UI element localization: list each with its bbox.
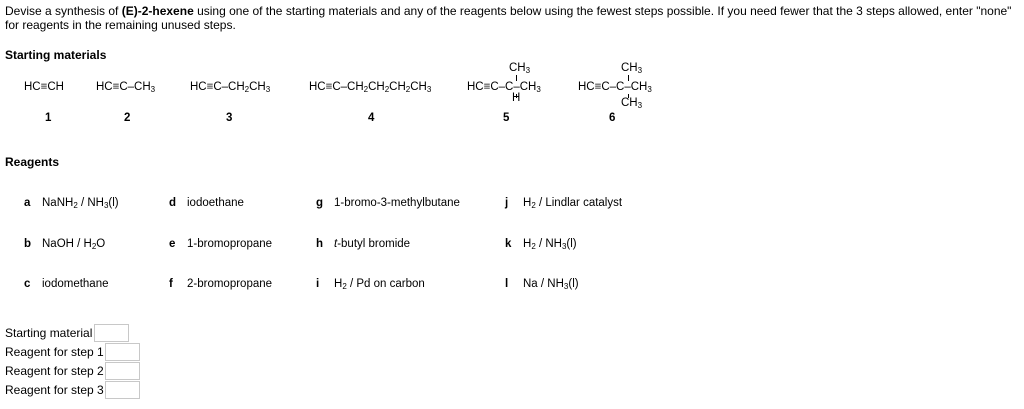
reagent-g: g 1-bromo-3-methylbutane — [316, 197, 460, 209]
step1-input[interactable] — [105, 343, 140, 361]
starting-material-4: $HC\equiv C-CH_2CH_2CH_2CH_3$ — [309, 81, 432, 94]
step2-label: Reagent for step 2 — [5, 364, 104, 378]
reagent-j: j $H_2$ / Lindlar catalyst — [505, 197, 623, 210]
reagent-a: a NaNH$_2$ / $NH_3(l)$ — [24, 197, 119, 210]
reagent-h: h t-butyl bromide — [316, 238, 411, 250]
starting-material-label: Starting material — [5, 326, 93, 340]
reagent-f: f 2-bromopropane — [169, 278, 273, 290]
target-compound: (E)-2-hexene — [121, 4, 194, 18]
question-post: using one of the starting materials and any of the reagents below using the fewest steps possible. If you need fewer that the 3 steps allowed, enter "none" for reagents in the remaining unused steps. — [5, 4, 1012, 32]
starting-material-2: $HC\equiv C-CH_3$ — [96, 81, 156, 94]
starting-material-5: $HC\equiv C-C-CH_3$ — [467, 81, 541, 94]
reagent-k: k $H_2 / NH_3(l)$ — [505, 238, 577, 251]
step2-input[interactable] — [105, 362, 140, 380]
question-text — [5, 4, 1020, 32]
starting-material-1: HC≡CH — [24, 81, 64, 93]
starting-material-input[interactable] — [94, 324, 129, 342]
starting-material-6-top: $CH_3$ — [621, 62, 643, 75]
reagent-c: c iodomethane — [24, 278, 109, 290]
starting-material-number-1: 1 — [45, 112, 52, 124]
starting-material-number-5: 5 — [503, 112, 510, 124]
starting-material-6-bottom: $CH_3$ — [621, 97, 643, 110]
starting-material-number-3: 3 — [226, 112, 233, 124]
step3-input[interactable] — [105, 381, 140, 399]
reagent-l: l Na / $NH_3(l)$ — [505, 278, 579, 291]
reagent-d: d iodoethane — [169, 197, 244, 209]
step1-label: Reagent for step 1 — [5, 345, 104, 359]
reagent-i: i $H_2$ / Pd on carbon — [316, 278, 425, 291]
reagent-e: e 1-bromopropane — [169, 238, 273, 250]
starting-material-number-6: 6 — [609, 112, 616, 124]
question-pre: Devise a synthesis of — [5, 4, 122, 18]
step3-label: Reagent for step 3 — [5, 383, 104, 397]
starting-material-number-2: 2 — [124, 112, 131, 124]
starting-material-5-bottom: H — [512, 92, 521, 104]
starting-material-5-top: $CH_3$ — [509, 62, 531, 75]
starting-material-number-4: 4 — [368, 112, 375, 124]
reagents-heading: Reagents — [5, 155, 60, 169]
reagent-b: b NaOH / $H_2O$ — [24, 238, 106, 251]
starting-materials-heading: Starting materials — [5, 48, 107, 62]
starting-material-6: $HC\equiv C-C-CH_3$ — [578, 81, 652, 94]
starting-material-3: $HC\equiv C-CH_2CH_3$ — [190, 81, 271, 94]
